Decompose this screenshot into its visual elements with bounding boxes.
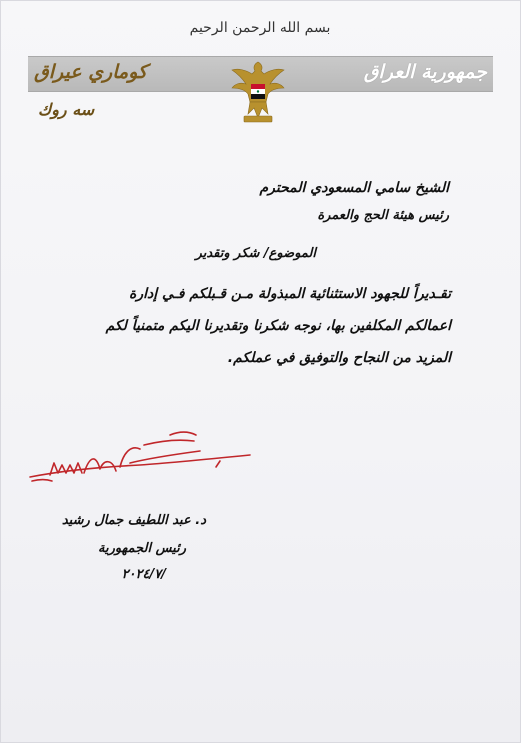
signatory-title: رئيس الجمهورية [98,541,186,556]
letter-date: ٢٠٢٤/٧/ [121,567,166,582]
recipient-name: الشيخ سامي المسعودي المحترم [259,180,449,196]
iraq-eagle-emblem-icon [228,58,288,128]
recipient-title: رئيس هيئة الحج والعمرة [317,208,449,223]
body-line-1: تقـديراً للجهود الاستثنائية المبذولة مـن قـبلكم فـي إدارة [129,286,451,302]
basmala-calligraphy: بسم الله الرحمن الرحيم [189,20,331,36]
handwritten-signature [20,415,260,495]
arabic-name: جمهورية العراق [363,61,487,83]
signatory-name: د. عبد اللطيف جمال رشيد [61,513,206,528]
kurdish-name: كوماري عيراق [34,61,148,83]
kurdish-presidency-label: سه روك [38,100,95,119]
body-line-2: اعمالكم المكلفين بها، نوجه شكرنا وتقديرنا اليكم متمنياً لكم [105,318,451,334]
body-line-3: المزيد من النجاح والتوفيق في عملكم. [227,350,451,366]
subject-line: الموضوع/ شكر وتقدير [195,246,316,261]
